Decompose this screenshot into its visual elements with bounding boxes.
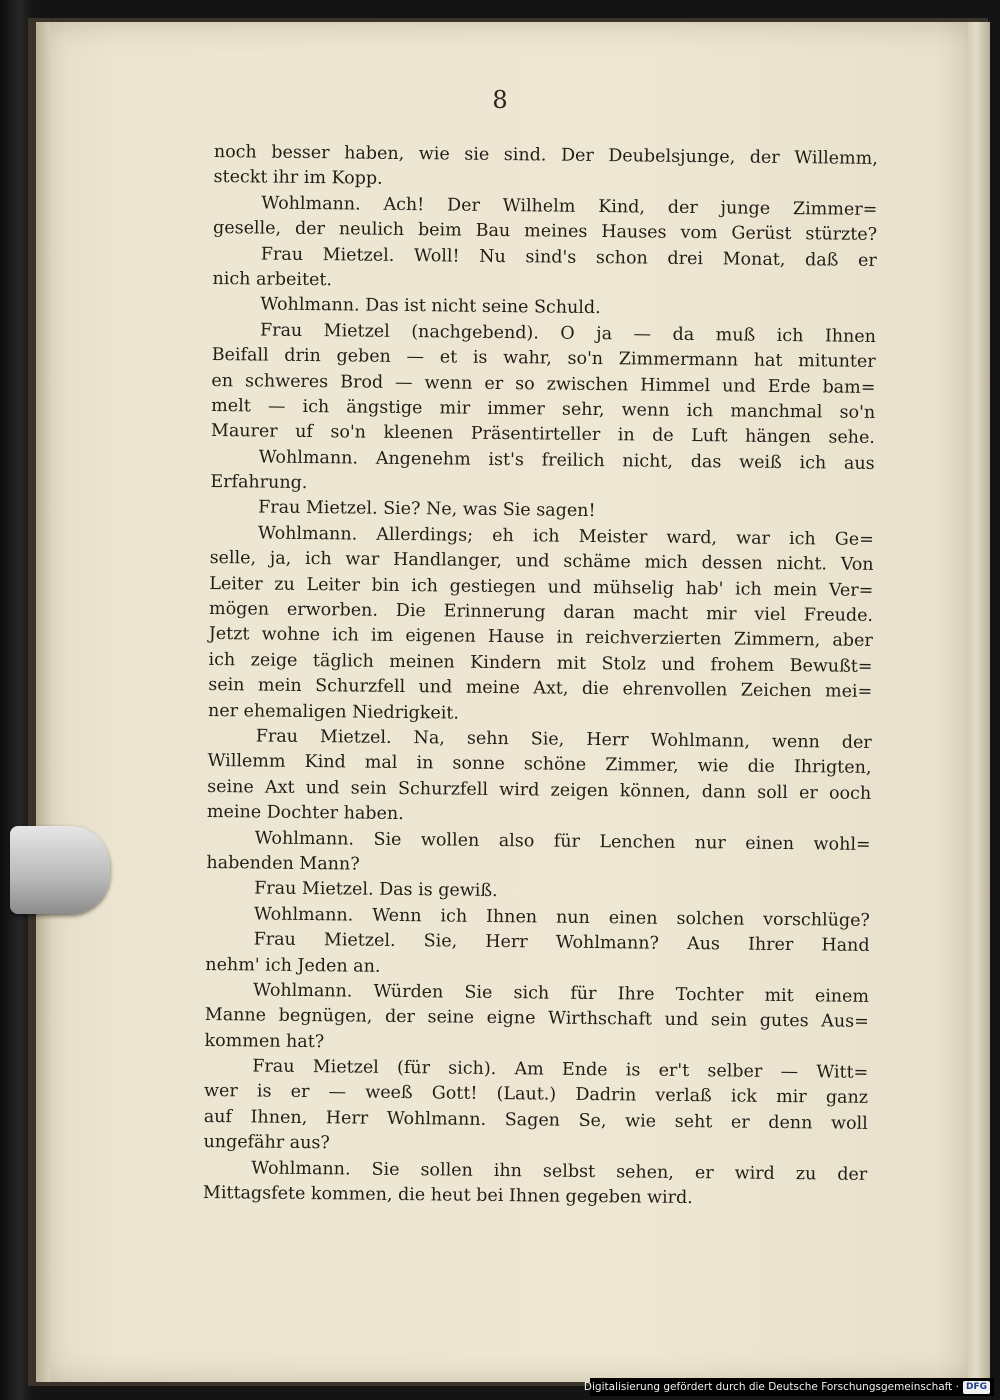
text-line: sein mein Schurzfell und meine Axt, die ehrenvollen Zeichen mei= — [208, 675, 873, 703]
text-line: Wohlmann. Ach! Der Wilhelm Kind, der junge Zimmer= — [261, 193, 878, 220]
text-line: Willemm Kind mal in sonne schöne Zimmer, wie die Ihrigten, — [207, 751, 872, 779]
text-line: Frau Mietzel (für sich). Am Ende is er't selber — Witt= — [252, 1056, 869, 1083]
text-line: Wohlmann. Das ist nicht seine Schuld. — [260, 294, 601, 319]
text-line: Frau Mietzel. Na, sehn Sie, Herr Wohlmann, wenn der — [255, 726, 872, 753]
footer-text: Digitalisierung gefördert durch die Deutsche Forschungsgemeinschaft · — [583, 1381, 959, 1393]
text-line: Frau Mietzel. Woll! Nu sind's schon drei Monat, daß er — [260, 244, 877, 271]
text-line: Wohlmann. Allerdings; eh ich Meister ward, war ich Ge= — [257, 523, 874, 550]
text-line: Maurer uf so'n kleenen Präsentirteller in de Luft hängen sehe. — [210, 421, 876, 449]
text-line: Frau Mietzel. Sie, Herr Wohlmann? Aus Ihrer Hand — [253, 929, 870, 957]
text-line: seine Axt und sein Schurzfell wird zeigen können, dann soll er ooch — [207, 776, 872, 804]
digitization-footer — [583, 1378, 994, 1396]
text-line: Leiter zu Leiter bin ich gestiegen und mühselig hab' ich mein Ver= — [209, 573, 874, 601]
text-line: wer is er — weeß Gott! (Laut.) Dadrin verlaß ick mir ganz — [203, 1081, 869, 1109]
text-line: nehm' ich Jeden an. — [205, 954, 381, 977]
text-line: Wohlmann. Würden Sie sich für Ihre Tochter mit einem — [252, 980, 870, 1007]
text-line: steckt ihr im Kopp. — [213, 167, 383, 190]
text-line: Wohlmann. Wenn ich Ihnen nun einen solchen vorschlüge? — [253, 904, 870, 931]
text-line: mögen erworben. Die Erinnerung daran macht mir viel Freude. — [208, 599, 874, 626]
text-line: meine Dochter haben. — [206, 802, 404, 825]
text-line: ungefähr aus? — [203, 1132, 330, 1154]
text-line: en schweres Brod — wenn er so zwischen Himmel und Erde bam= — [211, 370, 876, 398]
text-line: Wohlmann. Angenehm ist's freilich nicht, das weiß ich aus — [258, 447, 875, 474]
text-line: Frau Mietzel (nachgebend). O ja — da muß ich Ihnen — [259, 320, 877, 347]
text-line: kommen hat? — [204, 1030, 325, 1052]
text-line: nich arbeitet. — [212, 268, 333, 291]
text-line: ich zeige täglich meinen Kindern mit Stolz und frohem Bewußt= — [208, 649, 873, 677]
text-line: Wohlmann. Sie sollen ihn selbst sehen, er wird zu der — [251, 1158, 868, 1185]
text-line: Jetzt wohne ich im eigenen Hause in reichverzierten Zimmern, aber — [208, 624, 873, 652]
page-right-edge — [968, 22, 990, 1382]
page-left-edge — [36, 22, 50, 1382]
text-line: Mittagsfete kommen, die heut bei Ihnen gegeben wird. — [202, 1182, 693, 1209]
text-line: Frau Mietzel. Sie? Ne, was Sie sagen! — [258, 497, 596, 522]
page-text — [203, 140, 878, 1213]
text-line: selle, ja, ich war Handlanger, und schäme mich dessen nicht. Von — [209, 548, 874, 576]
text-line: auf Ihnen, Herr Wohlmann. Sagen Se, wie seht er denn woll — [203, 1106, 868, 1134]
text-line: Manne begnügen, der seine eigne Wirthschaft und sein gutes Aus= — [204, 1005, 869, 1033]
text-line: geselle, der neulich beim Bau meines Hauses vom Gerüst stürzte? — [212, 218, 878, 246]
text-line: melt — ich ängstige mir immer sehr, wenn ich manchmal so'n — [211, 395, 876, 423]
text-line: Frau Mietzel. Das is gewiß. — [254, 878, 498, 902]
dfg-logo: DFG — [963, 1381, 990, 1394]
text-line: Erfahrung. — [210, 472, 308, 494]
text-line: habenden Mann? — [206, 852, 360, 875]
page-number: 8 — [492, 86, 508, 114]
text-line: noch besser haben, wie sie sind. Der Deubelsjunge, der Willemm, — [213, 141, 878, 169]
text-line: ner ehemaligen Niedrigkeit. — [207, 700, 460, 724]
page-holder-clip — [10, 826, 110, 914]
text-line: Wohlmann. Sie wollen also für Lenchen nur einen wohl= — [254, 828, 871, 855]
text-line: Beifall drin geben — et is wahr, so'n Zimmermann hat mitunter — [211, 345, 876, 373]
